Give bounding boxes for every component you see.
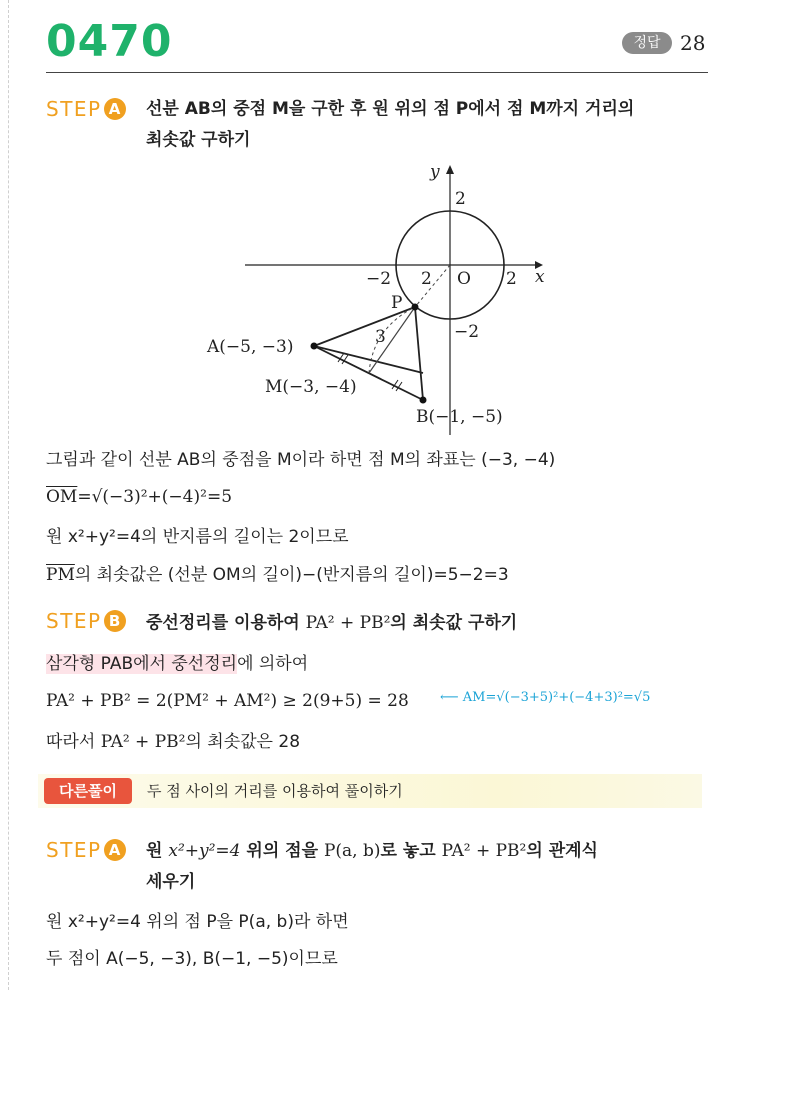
answer-value: 28 xyxy=(680,31,706,55)
median-theorem-highlight: 삼각형 PAB에서 중선정리 xyxy=(46,654,238,674)
step-letter-b: B xyxy=(104,610,126,632)
step-b-title xyxy=(146,609,517,637)
solution-b-line1 xyxy=(46,651,308,677)
point-b-label: B(−1, −5) xyxy=(416,407,503,427)
step-a-label xyxy=(46,97,126,121)
solution-b-line3 xyxy=(46,729,300,755)
y-axis-arrow xyxy=(446,165,454,174)
step-b-title-suffix: 의 최솟값 구하기 xyxy=(390,613,518,633)
margin-rule xyxy=(8,0,9,990)
t-d: 의 관계식 xyxy=(526,841,598,861)
solution-a-line2 xyxy=(46,484,232,510)
solution-a2-line1: 원 x²+y²=4 위의 점 P을 P(a, b)라 하면 xyxy=(46,912,349,932)
solution-a-line3: 원 x²+y²=4의 반지름의 길이는 2이므로 xyxy=(46,527,349,547)
pm-min-text: 의 최솟값은 (선분 OM의 길이)−(반지름의 길이)=5−2=3 xyxy=(74,565,509,585)
radius-label: 2 xyxy=(421,269,432,289)
tick-y-top: 2 xyxy=(455,189,466,209)
point-p-dot xyxy=(412,304,419,311)
solution-b-line3-prefix: 따라서 xyxy=(46,732,96,752)
step-b-title-prefix: 중선정리를 이용하여 xyxy=(146,613,300,633)
t-expr: PA² + PB² xyxy=(441,841,527,861)
t-formula: x²+y²=4 xyxy=(168,841,241,861)
solution-b-line3-formula: PA² + PB² xyxy=(100,732,186,752)
step-b-title-formula: PA² + PB² xyxy=(305,613,391,633)
tick-x-right: 2 xyxy=(506,269,517,289)
segment-pb xyxy=(415,307,423,400)
solution-a2-line2: 두 점이 A(−5, −3), B(−1, −5)이므로 xyxy=(46,949,338,969)
step-a2-title-line1 xyxy=(146,837,598,865)
point-m-label: M(−3, −4) xyxy=(265,377,357,397)
axis-y-label: y xyxy=(430,162,440,182)
solution-b-line2: PA² + PB² = 2(PM² + AM²) ≥ 2(9+5) = 28 xyxy=(46,691,409,711)
t-b: 위의 점을 xyxy=(246,841,319,861)
step-a2-title-line2: 세우기 xyxy=(146,872,196,892)
step-word: STEP xyxy=(46,838,102,862)
header-divider xyxy=(46,72,708,73)
t-c: 로 놓고 xyxy=(380,841,436,861)
problem-number: 0470 xyxy=(46,16,173,67)
axis-x-label: x xyxy=(535,267,545,287)
solution-a-line1: 그림과 같이 선분 AB의 중점을 M이라 하면 점 M의 좌표는 (−3, −4) xyxy=(46,450,556,470)
step-letter-a2: A xyxy=(104,839,126,861)
alternative-text: 두 점 사이의 거리를 이용하여 풀이하기 xyxy=(147,782,403,800)
point-a-dot xyxy=(311,343,318,350)
point-b-dot xyxy=(420,397,427,404)
solution-b-line1-rest: 에 의하여 xyxy=(237,654,309,674)
tick-x-left: −2 xyxy=(366,269,392,289)
step-b-label xyxy=(46,609,126,633)
step-a2-label xyxy=(46,838,126,862)
solution-a-line4 xyxy=(46,562,509,588)
t-point: P(a, b) xyxy=(323,841,381,861)
step-letter-a: A xyxy=(104,98,126,120)
pm-length-label: 3 xyxy=(375,327,386,347)
segment-pm: $\overline{PM}$ xyxy=(46,565,75,585)
om-value: =√(−3)²+(−4)²=5 xyxy=(77,487,233,507)
segment-om: $\overline{OM}$ xyxy=(46,487,78,507)
alternative-badge: 다른풀이 xyxy=(44,778,132,804)
step-a-title-line2: 최솟값 구하기 xyxy=(146,130,251,150)
t-a: 원 xyxy=(146,841,163,861)
point-a-label: A(−5, −3) xyxy=(207,337,294,357)
origin-label: O xyxy=(457,269,471,289)
solution-b-line3-suffix: 의 최솟값은 28 xyxy=(185,732,301,752)
answer-badge: 정답 xyxy=(622,32,672,54)
am-length-note: ⟵ AM=√(−3+5)²+(−4+3)²=√5 xyxy=(440,690,651,705)
step-a-title-line1: 선분 AB의 중점 M을 구한 후 원 위의 점 P에서 점 M까지 거리의 xyxy=(146,99,635,119)
step-word: STEP xyxy=(46,609,102,633)
step-word: STEP xyxy=(46,97,102,121)
coordinate-figure xyxy=(195,160,555,435)
segment-ab-am xyxy=(314,346,423,373)
point-p-label: P xyxy=(391,293,403,313)
tick-y-bottom: −2 xyxy=(454,322,480,342)
